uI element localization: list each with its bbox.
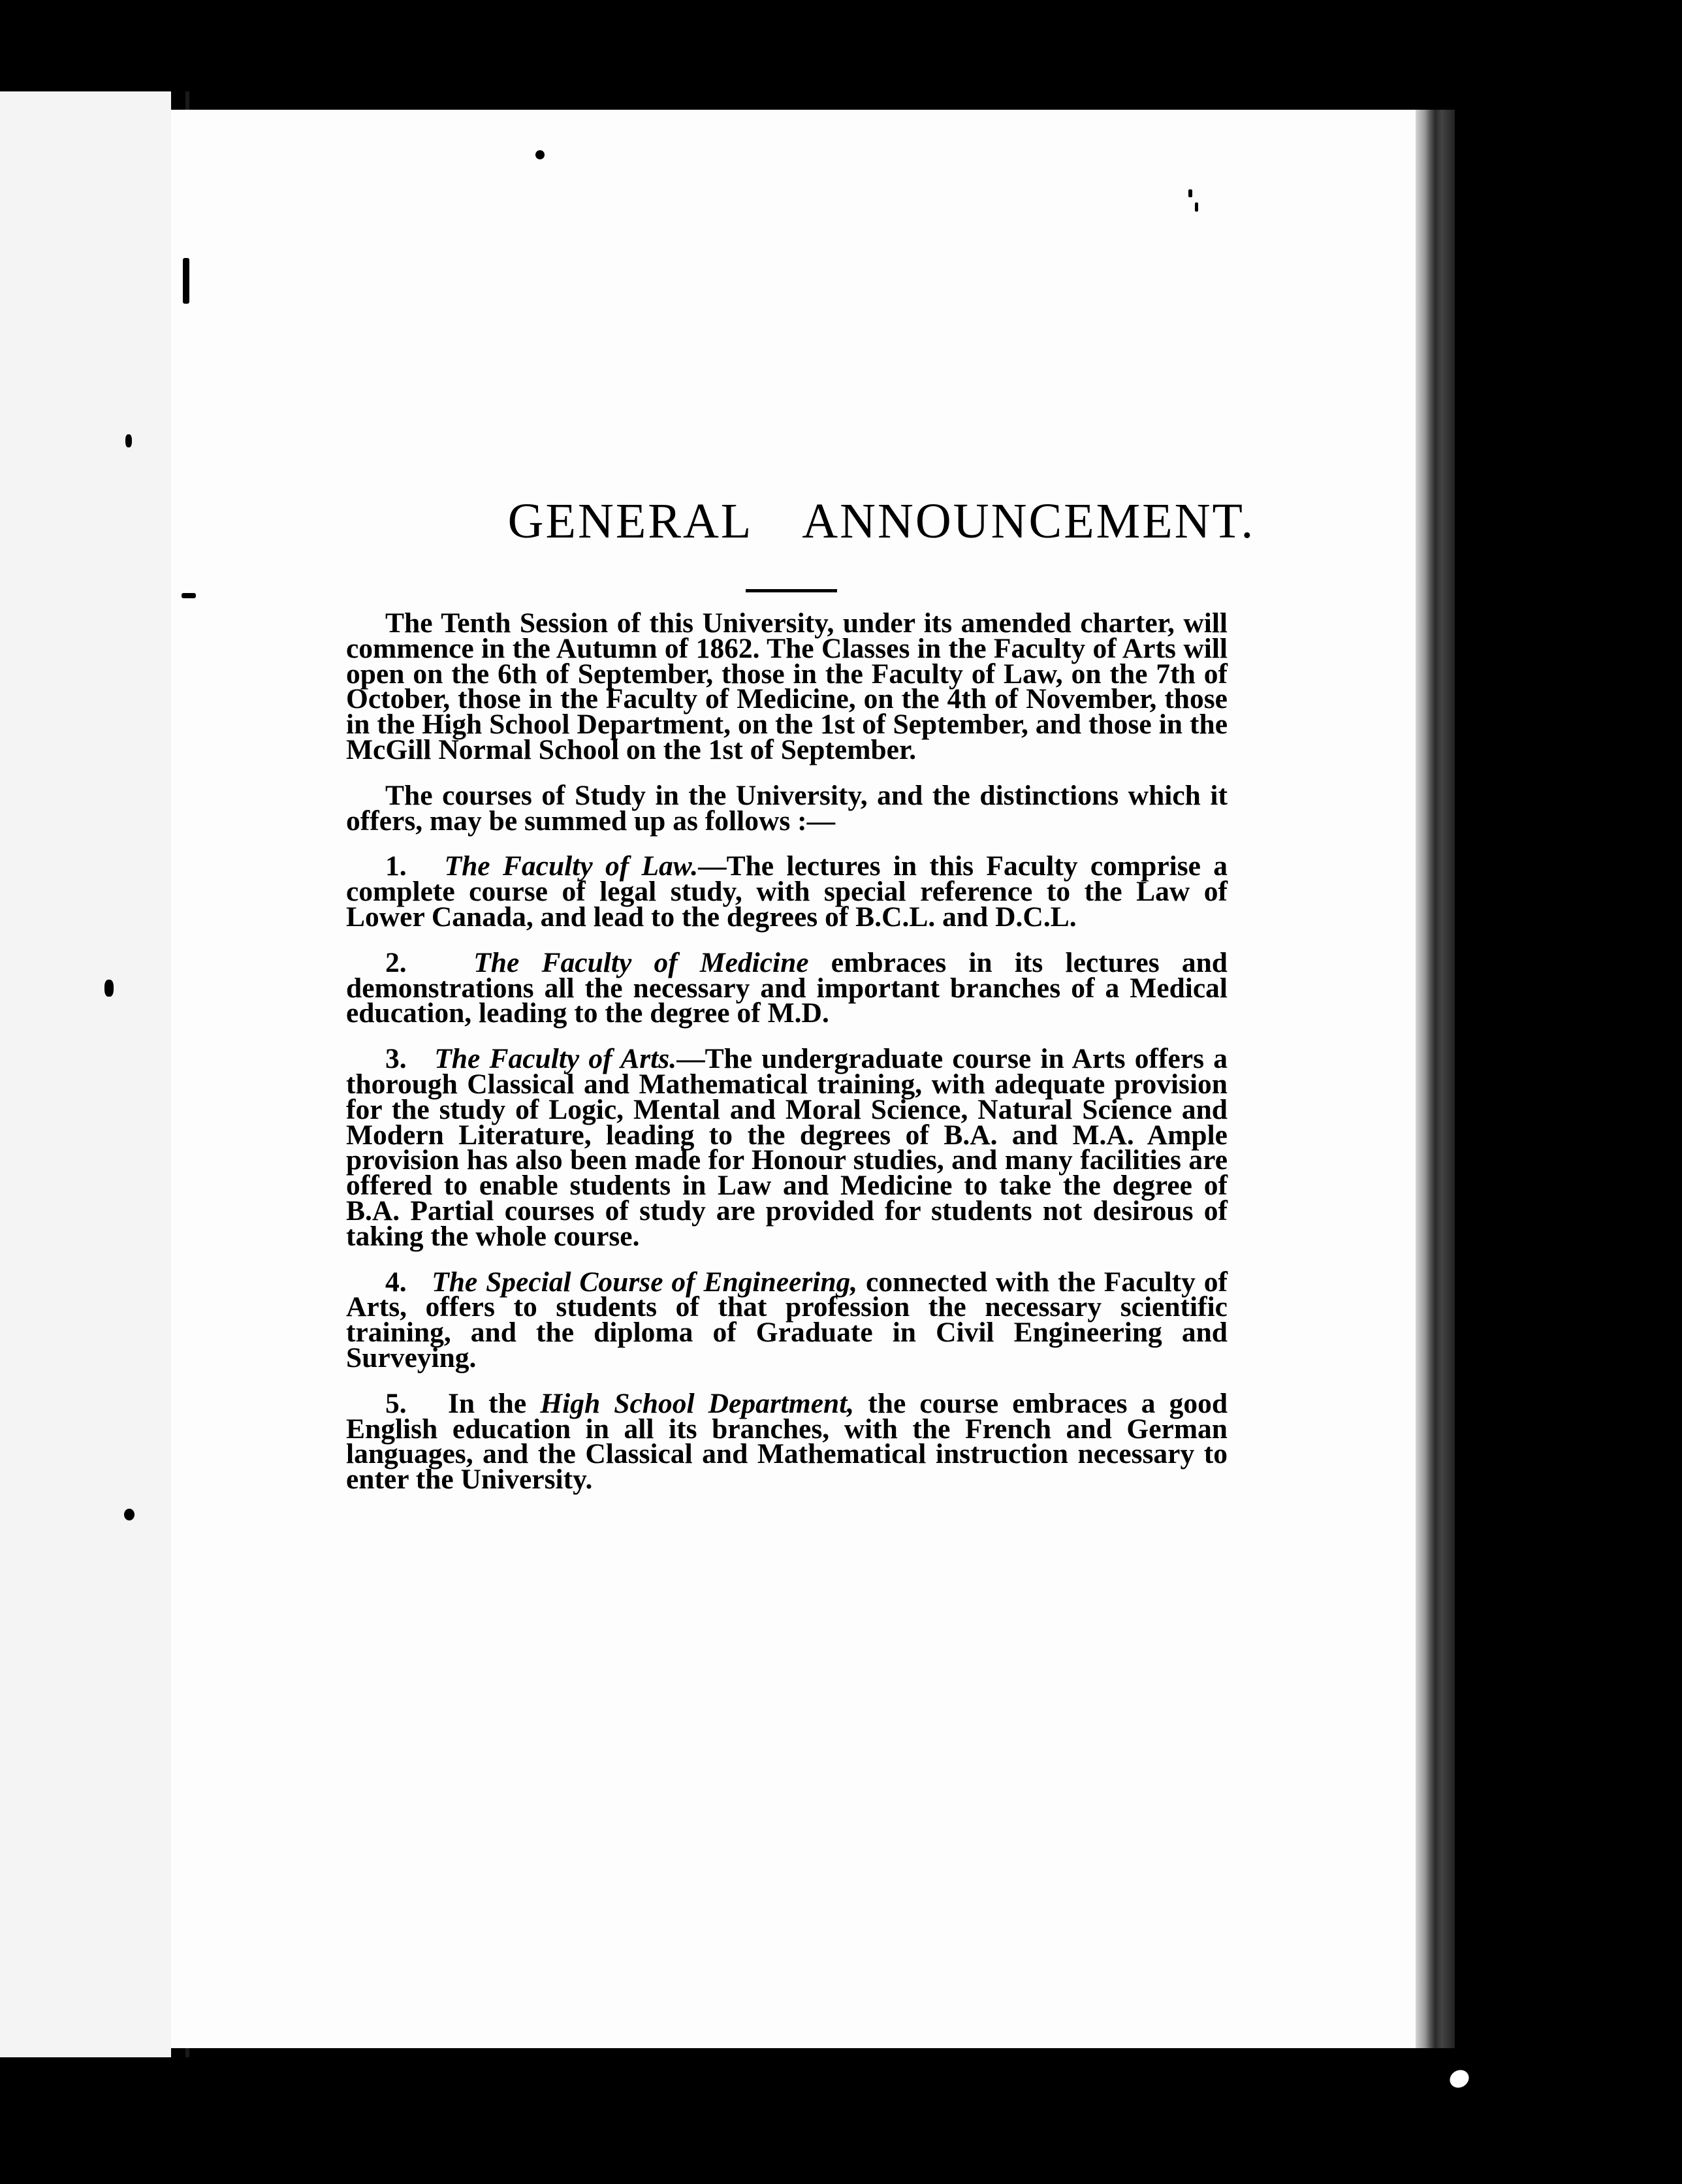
- ink-speck: [1195, 202, 1198, 212]
- paragraph-text: the course embraces a good English education in all its branches, with the French and German languages, and the Classical and Mathematical instruction necessary to enter the University.: [346, 1387, 1228, 1496]
- ink-speck: [125, 434, 132, 447]
- ink-speck: [124, 1509, 135, 1520]
- paragraph-faculty-arts: [346, 1043, 1228, 1252]
- ink-speck: [1447, 2066, 1472, 2091]
- paragraph-text: —The undergraduate course in Arts offers a thorough Classical and Mathematical training, with adequate provision for the study of Logic, Mental and Moral Science, Natural Science and Modern Literature, leading to the degrees of B.A. and M.A. Ample provision has also been made for Honour studies, and many facilities are offered to enable students in Law and Medicine to take the degree of B.A. Partial courses of study are provided for students not desirous of taking the whole course.: [346, 1043, 1228, 1252]
- item-heading: High School Department,: [540, 1387, 855, 1419]
- item-heading: The Faculty of Medicine: [473, 946, 809, 978]
- paragraph-text: The Tenth Session of this University, under its amended charter, will commence in the Autumn of 1862. The Classes in the Faculty of Arts will open on the 6th of September, those in the Faculty of Law, on the 7th of October, those in the Faculty of Medicine, on the 4th of November, those in the High School Department, on the 1st of September, and those in the McGill Normal School on the 1st of September.: [346, 607, 1228, 765]
- paragraph-text: The courses of Study in the University, and the distinctions which it offers, may be summed up as follows :—: [346, 779, 1228, 837]
- ink-speck: [1188, 189, 1192, 197]
- page-title: GENERAL ANNOUNCEMENT.: [507, 494, 1256, 549]
- paragraph-faculty-law: [346, 850, 1228, 933]
- paragraph-text: embraces in its lectures and demonstrations all the necessary and important branches of a Medical education, leading to the degree of M.D.: [346, 946, 1228, 1029]
- paragraph-lead: In the: [447, 1387, 541, 1419]
- ink-speck: [104, 980, 114, 997]
- item-heading: The Faculty of Law.: [444, 850, 699, 882]
- item-number: 3.: [385, 1043, 407, 1075]
- announcement-body: [346, 607, 1228, 1496]
- paragraph-courses: [346, 779, 1228, 837]
- paragraph-text: connected with the Faculty of Arts, offers to students of that profession the necessary scientific training, and the diploma of Graduate in Civil Engineering and Surveying.: [346, 1266, 1228, 1373]
- item-heading: The Faculty of Arts.: [434, 1043, 677, 1075]
- item-number: 2.: [385, 946, 407, 978]
- paragraph-engineering: [346, 1266, 1228, 1373]
- item-number: 1.: [385, 850, 407, 882]
- title-rule: [746, 589, 837, 592]
- ink-speck: [535, 150, 545, 159]
- paragraph-high-school: [346, 1387, 1228, 1496]
- item-number: 4.: [385, 1266, 407, 1298]
- paragraph-text: —The lectures in this Faculty comprise a complete course of legal study, with special reference to the Law of Lower Canada, and lead to the degrees of B.C.L. and D.C.L.: [346, 850, 1228, 933]
- paragraph-faculty-medicine: [346, 946, 1228, 1029]
- page-fore-edge: [1416, 110, 1455, 2048]
- paragraph-intro: [346, 607, 1228, 765]
- ink-speck: [182, 593, 196, 598]
- item-number: 5.: [385, 1387, 407, 1419]
- facing-page-edge: [0, 91, 171, 2057]
- item-heading: The Special Course of Engineering,: [432, 1266, 858, 1298]
- ink-speck: [183, 258, 189, 304]
